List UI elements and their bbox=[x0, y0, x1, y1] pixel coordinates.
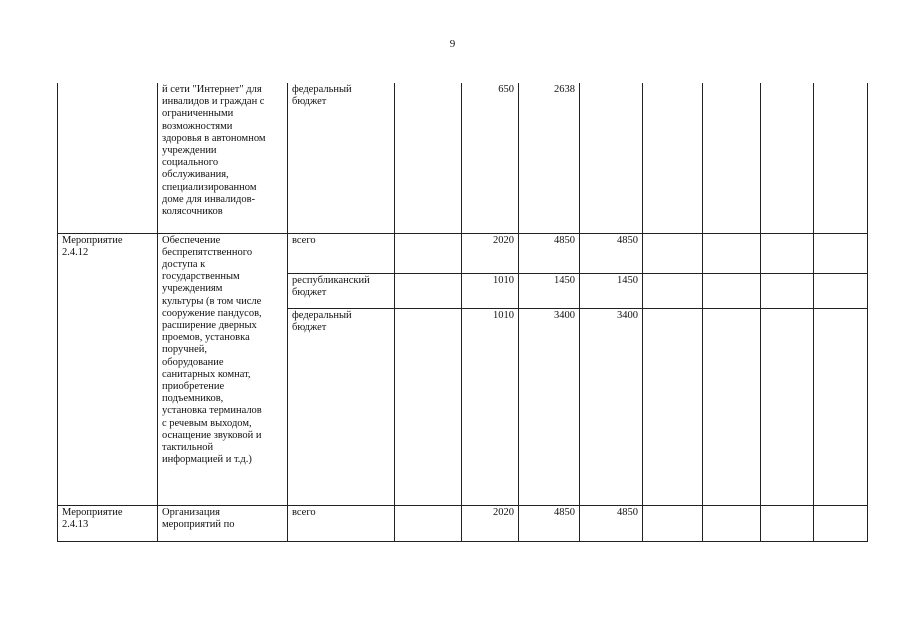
value-cell bbox=[703, 308, 761, 505]
value-cell: 3400 bbox=[580, 308, 643, 505]
source-cell: всего bbox=[288, 233, 395, 273]
value-cell bbox=[814, 233, 868, 273]
description-cell: й сети "Интернет" для инвалидов и граждан с ограниченными возможностями здоровья в автономном учреждении социального обслуживания, специализированном доме для инвалидов- колясочников bbox=[158, 83, 288, 233]
value-cell: 2020 bbox=[462, 233, 519, 273]
value-cell: 4850 bbox=[580, 233, 643, 273]
value-cell bbox=[761, 273, 814, 308]
value-cell bbox=[703, 505, 761, 541]
value-cell: 4850 bbox=[580, 505, 643, 541]
value-cell bbox=[703, 233, 761, 273]
source-cell: федеральный бюджет bbox=[288, 308, 395, 505]
source-cell: республиканский бюджет bbox=[288, 273, 395, 308]
value-cell bbox=[814, 308, 868, 505]
page-number: 9 bbox=[449, 38, 456, 50]
value-cell: 4850 bbox=[519, 233, 580, 273]
value-cell: 1450 bbox=[519, 273, 580, 308]
event-cell: Мероприятие 2.4.12 bbox=[58, 233, 158, 505]
value-cell bbox=[580, 83, 643, 233]
value-cell: 1450 bbox=[580, 273, 643, 308]
value-cell bbox=[643, 83, 703, 233]
budget-table bbox=[57, 83, 868, 542]
description-cell: Организация мероприятий по bbox=[158, 505, 288, 541]
event-cell: Мероприятие 2.4.13 bbox=[58, 505, 158, 541]
value-cell: 3400 bbox=[519, 308, 580, 505]
value-cell bbox=[761, 308, 814, 505]
value-cell: 2020 bbox=[462, 505, 519, 541]
value-cell bbox=[395, 273, 462, 308]
value-cell bbox=[703, 273, 761, 308]
value-cell: 650 bbox=[462, 83, 519, 233]
value-cell bbox=[814, 505, 868, 541]
table-row bbox=[58, 233, 868, 273]
value-cell: 2638 bbox=[519, 83, 580, 233]
table-row bbox=[58, 505, 868, 541]
value-cell bbox=[643, 505, 703, 541]
value-cell bbox=[643, 273, 703, 308]
value-cell bbox=[643, 233, 703, 273]
value-cell bbox=[395, 233, 462, 273]
source-cell: федеральный бюджет bbox=[288, 83, 395, 233]
value-cell bbox=[814, 83, 868, 233]
source-cell: всего bbox=[288, 505, 395, 541]
value-cell bbox=[761, 505, 814, 541]
value-cell: 4850 bbox=[519, 505, 580, 541]
value-cell bbox=[643, 308, 703, 505]
value-cell bbox=[395, 83, 462, 233]
value-cell bbox=[761, 83, 814, 233]
value-cell bbox=[703, 83, 761, 233]
table-row bbox=[58, 83, 868, 233]
value-cell bbox=[395, 308, 462, 505]
value-cell bbox=[814, 273, 868, 308]
value-cell: 1010 bbox=[462, 273, 519, 308]
description-cell: Обеспечение беспрепятственного доступа к государственным учреждениям культуры (в том числе сооружение пандусов, расширение дверных проемов, установка поручней, оборудование санитарных комнат, приобретение подъемников, установка терминалов с речевым выходом, оснащение звуковой и тактильной информацией и т.д.) bbox=[158, 233, 288, 505]
value-cell: 1010 bbox=[462, 308, 519, 505]
value-cell bbox=[395, 505, 462, 541]
value-cell bbox=[761, 233, 814, 273]
event-cell bbox=[58, 83, 158, 233]
